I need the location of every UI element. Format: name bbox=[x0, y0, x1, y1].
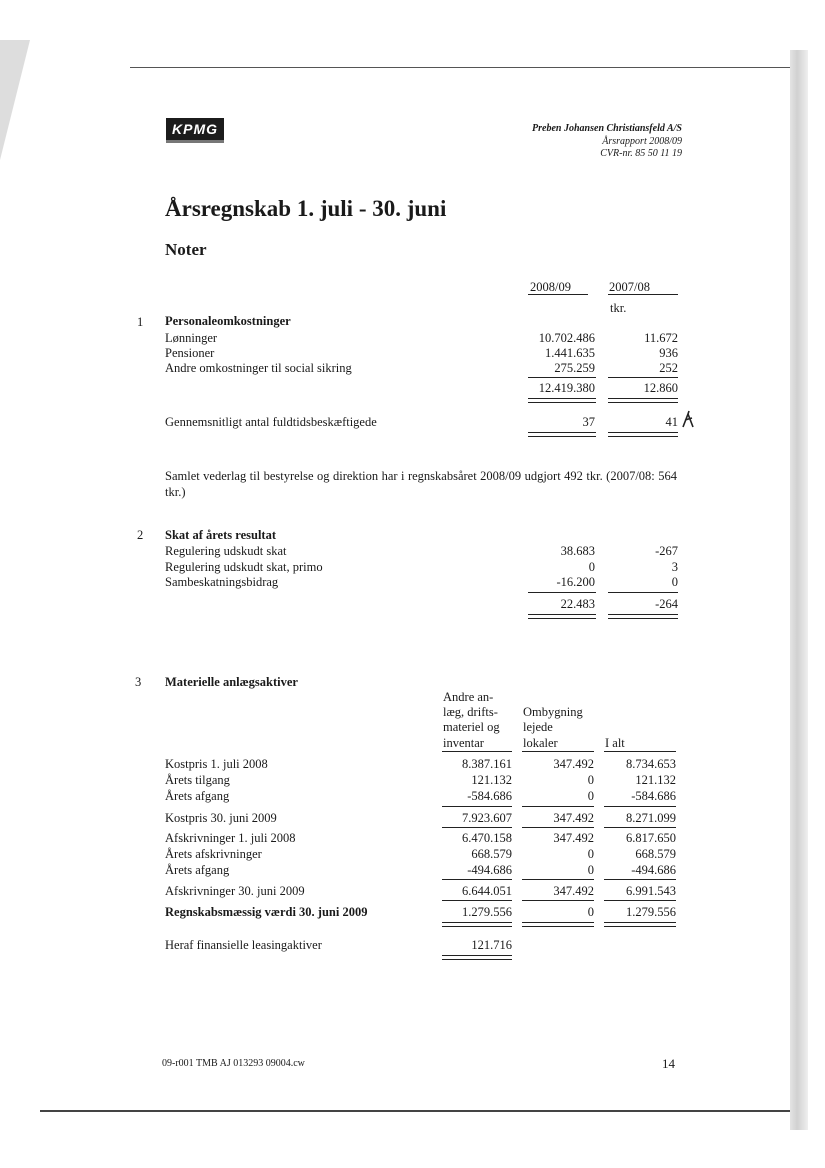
report-name: Årsrapport 2008/09 bbox=[602, 135, 682, 147]
col-header-line: læg, drifts- bbox=[443, 705, 498, 719]
footer-code: 09-r001 TMB AJ 013293 09004.cw bbox=[162, 1058, 305, 1069]
row-value-a: -584.686 bbox=[467, 789, 512, 803]
note-number: 1 bbox=[137, 315, 144, 329]
row-label: Kostpris 1. juli 2008 bbox=[165, 757, 268, 771]
rule bbox=[522, 827, 594, 828]
row-value-b: 347.492 bbox=[553, 757, 594, 771]
double-rule bbox=[442, 922, 512, 927]
rule bbox=[604, 827, 676, 828]
row-value-a: 668.579 bbox=[471, 847, 512, 861]
row-label: Lønninger bbox=[165, 331, 218, 345]
row-value-c: -494.686 bbox=[631, 863, 676, 877]
double-rule bbox=[608, 614, 678, 619]
company-info bbox=[532, 123, 682, 161]
double-rule bbox=[528, 432, 596, 437]
employees-label: Gennemsnitligt antal fuldtidsbeskæftigede bbox=[165, 415, 377, 429]
rule bbox=[522, 879, 594, 880]
footer-rule bbox=[40, 1110, 790, 1112]
rule bbox=[442, 879, 512, 880]
row-current: 275.259 bbox=[554, 361, 595, 375]
row-value-a: 7.923.607 bbox=[462, 811, 512, 825]
col-header-line: Ombygning bbox=[523, 705, 583, 719]
leasing-value: 121.716 bbox=[471, 938, 512, 952]
row-value-c: 8.271.099 bbox=[626, 811, 676, 825]
row-label: Årets tilgang bbox=[165, 773, 230, 787]
rule bbox=[442, 751, 512, 752]
rule bbox=[608, 377, 678, 378]
row-previous: 252 bbox=[659, 361, 678, 375]
row-label: Årets afgang bbox=[165, 863, 230, 877]
row-value-b: 0 bbox=[587, 773, 594, 787]
row-value-c: 6.991.543 bbox=[626, 884, 676, 898]
rule bbox=[604, 900, 676, 901]
row-current: 1.441.635 bbox=[545, 346, 595, 360]
row-value-c: -584.686 bbox=[631, 789, 676, 803]
rule bbox=[522, 751, 594, 752]
col-header-line: lokaler bbox=[523, 736, 558, 750]
col-current: 2008/09 bbox=[530, 280, 571, 294]
row-previous: 3 bbox=[671, 560, 678, 574]
kpmg-logo: KPMG bbox=[166, 118, 224, 143]
rule bbox=[528, 592, 596, 593]
page-title: Årsregnskab 1. juli - 30. juni bbox=[165, 196, 447, 221]
row-value-b: 347.492 bbox=[553, 811, 594, 825]
remuneration-note: Samlet vederlag til bestyrelse og direktion har i regnskabsåret 2008/09 udgjort 492 tkr. (2007/08: 564 tkr.) bbox=[165, 469, 677, 499]
note-number: 2 bbox=[137, 528, 144, 542]
row-value-a: -494.686 bbox=[467, 863, 512, 877]
row-label: Afskrivninger 30. juni 2009 bbox=[165, 884, 305, 898]
rule bbox=[528, 294, 588, 295]
rule bbox=[528, 377, 596, 378]
row-label: Andre omkostninger til social sikring bbox=[165, 361, 352, 375]
note-number: 3 bbox=[135, 675, 142, 689]
row-value-b: 0 bbox=[587, 847, 594, 861]
rule bbox=[604, 751, 676, 752]
rule bbox=[442, 806, 512, 807]
row-label: Afskrivninger 1. juli 2008 bbox=[165, 831, 296, 845]
double-rule bbox=[528, 398, 596, 403]
employees-previous: 41 bbox=[665, 415, 678, 429]
row-previous: 936 bbox=[659, 346, 678, 360]
employees-current: 37 bbox=[582, 415, 595, 429]
row-value-c: 8.734.653 bbox=[626, 757, 676, 771]
company-name: Preben Johansen Christiansfeld A/S bbox=[532, 123, 682, 134]
scan-edge bbox=[790, 50, 808, 1130]
rule bbox=[608, 294, 678, 295]
double-rule bbox=[522, 922, 594, 927]
row-previous: 0 bbox=[671, 575, 678, 589]
header-rule bbox=[130, 67, 790, 68]
row-label-bold: Regnskabsmæssig værdi 30. juni 2009 bbox=[165, 905, 368, 919]
row-current: -16.200 bbox=[556, 575, 595, 589]
row-value-a: 1.279.556 bbox=[462, 905, 512, 919]
row-label: Pensioner bbox=[165, 346, 215, 360]
row-value-b: 347.492 bbox=[553, 884, 594, 898]
row-previous: -267 bbox=[655, 544, 678, 558]
row-value-a: 121.132 bbox=[471, 773, 512, 787]
col-previous: 2007/08 bbox=[609, 280, 650, 294]
section-subtitle: Noter bbox=[165, 240, 207, 259]
row-previous: 11.672 bbox=[644, 331, 678, 345]
total-previous: 12.860 bbox=[643, 381, 678, 395]
double-rule bbox=[604, 922, 676, 927]
col-header-line: inventar bbox=[443, 736, 484, 750]
col-header-line: I alt bbox=[605, 736, 625, 750]
row-label: Regulering udskudt skat bbox=[165, 544, 287, 558]
row-value-a: 8.387.161 bbox=[462, 757, 512, 771]
rule bbox=[522, 806, 594, 807]
col-header-line: materiel og bbox=[443, 720, 500, 734]
row-label: Kostpris 30. juni 2009 bbox=[165, 811, 277, 825]
row-label: Årets afgang bbox=[165, 789, 230, 803]
cvr-number: CVR-nr. 85 50 11 19 bbox=[600, 148, 682, 159]
scan-corner bbox=[0, 40, 30, 160]
row-value-b: 0 bbox=[587, 905, 594, 919]
rule bbox=[522, 900, 594, 901]
double-rule bbox=[608, 398, 678, 403]
rule bbox=[442, 900, 512, 901]
double-rule bbox=[528, 614, 596, 619]
row-value-b: 0 bbox=[587, 863, 594, 877]
page-number: 14 bbox=[662, 1056, 675, 1071]
row-value-c: 121.132 bbox=[635, 773, 676, 787]
unit-label: tkr. bbox=[610, 301, 627, 315]
rule bbox=[604, 879, 676, 880]
row-value-c: 1.279.556 bbox=[626, 905, 676, 919]
total-current: 22.483 bbox=[560, 597, 595, 611]
row-value-b: 0 bbox=[587, 789, 594, 803]
row-value-c: 668.579 bbox=[635, 847, 676, 861]
rule bbox=[442, 827, 512, 828]
handwritten-mark-icon bbox=[680, 410, 696, 433]
total-current: 12.419.380 bbox=[538, 381, 595, 395]
row-current: 0 bbox=[588, 560, 595, 574]
col-header-line: Andre an- bbox=[443, 690, 494, 704]
col-header-line: lejede bbox=[523, 720, 553, 734]
rule bbox=[608, 592, 678, 593]
double-rule bbox=[442, 955, 512, 960]
row-value-a: 6.470.158 bbox=[462, 831, 512, 845]
rule bbox=[604, 806, 676, 807]
row-current: 38.683 bbox=[560, 544, 595, 558]
row-value-a: 6.644.051 bbox=[462, 884, 512, 898]
note-heading: Materielle anlægsaktiver bbox=[165, 675, 298, 689]
row-label: Regulering udskudt skat, primo bbox=[165, 560, 323, 574]
row-current: 10.702.486 bbox=[538, 331, 595, 345]
leasing-label: Heraf finansielle leasingaktiver bbox=[165, 938, 322, 952]
note-heading: Personaleomkostninger bbox=[165, 314, 291, 328]
note-heading: Skat af årets resultat bbox=[165, 528, 276, 542]
total-previous: -264 bbox=[655, 597, 678, 611]
row-value-c: 6.817.650 bbox=[626, 831, 676, 845]
row-label: Årets afskrivninger bbox=[165, 847, 262, 861]
row-label: Sambeskatningsbidrag bbox=[165, 575, 279, 589]
double-rule bbox=[608, 432, 678, 437]
row-value-b: 347.492 bbox=[553, 831, 594, 845]
